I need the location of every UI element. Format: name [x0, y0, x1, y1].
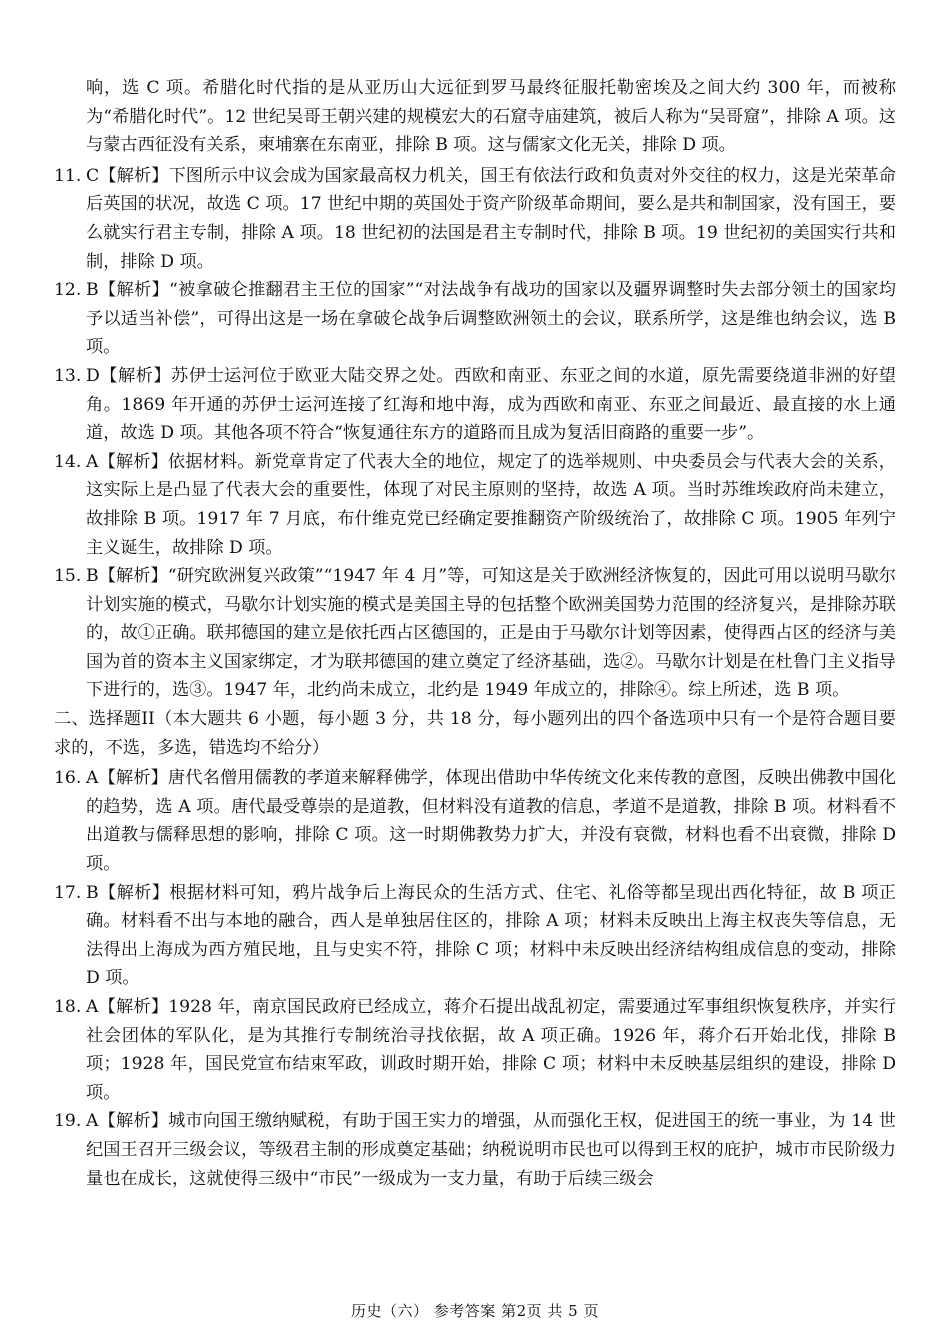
continuation-paragraph: 响，选 C 项。希腊化时代指的是从亚历山大远征到罗马最终征服托勒密埃及之间大约 300 年，而被称为“希腊化时代”。12 世纪吴哥王朝兴建的规模宏大的石窟寺庙建筑，被后人称为“吴哥窟”，排除 A 项。这与蒙古西征没有关系，柬埔寨在东南亚，排除 B 项。这与儒家文化无关，排除 D 项。	[86, 78, 896, 156]
answer-item-18	[54, 993, 896, 1107]
item-number: 15.	[54, 566, 82, 587]
answer-item-13	[54, 362, 896, 448]
item-text: C【解析】下图所示中议会成为国家最高权力机关，国王有依法行政和负责对外交往的权力，这是光荣革命后英国的状况，故选 C 项。17 世纪中期的英国处于资产阶级革命期间，要么是共和制国家，没有国王，要么就实行君主专制，排除 A 项。18 世纪初的法国是君主专制时代，排除 B 项。19 世纪初的美国实行共和制，排除 D 项。	[86, 165, 896, 272]
item-number: 18.	[54, 997, 82, 1017]
answer-item-16	[54, 764, 896, 878]
item-number: 17.	[54, 882, 82, 903]
item-number: 13.	[54, 365, 82, 386]
item-text: D【解析】苏伊士运河位于欧亚大陆交界之处。西欧和南亚、东亚之间的水道，原先需要绕道非洲的好望角。1869 年开通的苏伊士运河连接了红海和地中海，成为西欧和南亚、东亚之间最近、最直接的水上通道，故选 D 项。其他各项不符合“恢复通往东方的道路而且成为复活旧商路的重要一步”。	[86, 365, 896, 444]
item-text: A【解析】唐代名僧用儒教的孝道来解释佛学，体现出借助中华传统文化来传教的意图，反映出佛教中国化的趋势，选 A 项。唐代最受尊崇的是道教，但材料没有道教的信息，孝道不是道教，排除 B 项。材料看不出道教与儒释思想的影响，排除 C 项。这一时期佛教势力扩大，并没有衰微，材料也看不出衰微，排除 D 项。	[86, 768, 896, 875]
answer-content	[54, 74, 896, 1193]
item-number: 16.	[54, 768, 82, 789]
item-text: B【解析】“研究欧洲复兴政策”“1947 年 4 月”等，可知这是关于欧洲经济恢复的，因此可用以说明马歇尔计划实施的模式，马歇尔计划实施的模式是美国主导的包括整个欧洲美国势力范围的经济复兴，是排除苏联的，故①正确。联邦德国的建立是依托西占区德国的，正是由于马歇尔计划等因素，使得西占区的经济与美国为首的资本主义国家绑定，才为联邦德国的建立奠定了经济基础，选②。马歇尔计划是在杜鲁门主义指导下进行的，选③。1947 年，北约尚未成立，北约是 1949 年成立的，排除④。综上所述，选 B 项。	[86, 566, 896, 701]
item-text: A【解析】1928 年，南京国民政府已经成立，蒋介石提出战乱初定，需要通过军事组织恢复秩序，并实行社会团体的军队化，是为其推行专制统治寻找依据，故 A 项正确。1926 年，蒋介石开始北伐，排除 B 项；1928 年，国民党宣布结束军政，训政时期开始，排除 C 项；材料中未反映基层组织的建设，排除 D 项。	[86, 997, 896, 1103]
answer-item-14	[54, 448, 896, 562]
item-text: A【解析】依据材料。新党章肯定了代表大全的地位，规定了的选举规则、中央委员会与代表大会的关系，这实际上是凸显了代表大会的重要性，体现了对民主原则的坚持，故选 A 项。当时苏维埃政府尚未建立，故排除 B 项。1917 年 7 月底，布什维克党已经确定要推翻资产阶级统治了，故排除 C 项。1905 年列宁主义诞生，故排除 D 项。	[86, 451, 896, 558]
item-number: 12.	[54, 280, 82, 301]
section-heading: 二、选择题II（本大题共 6 小题，每小题 3 分，共 18 分，每小题列出的四个备选项中只有一个是符合题目要求的，不选，多选，错选均不给分）	[54, 709, 896, 758]
item-text: A【解析】城市向国王缴纳赋税，有助于国王实力的增强，从而强化王权，促进国王的统一事业，为 14 世纪国王召开三级会议，等级君主制的形成奠定基础；纳税说明市民也可以得到王权的庇护，城市市民阶级力量也在成长，这就使得三级中“市民”一级成为一支力量，有助于后续三级会	[86, 1111, 896, 1189]
item-text: B【解析】“被拿破仑推翻君主王位的国家”“对法战争有战功的国家以及疆界调整时失去部分领土的国家均予以适当补偿”，可得出这是一场在拿破仑战争后调整欧洲领土的会议，联系所学，这是维也纳会议，选 B 项。	[86, 280, 896, 358]
answer-item-12	[54, 276, 896, 362]
answer-item-19	[54, 1107, 896, 1193]
item-number: 19.	[54, 1111, 82, 1132]
item-number: 11.	[54, 165, 82, 186]
item-number: 14.	[54, 451, 82, 472]
page-footer: 历史（六） 参考答案 第2页 共 5 页	[351, 1302, 599, 1320]
item-text: B【解析】根据材料可知，鸦片战争后上海民众的生活方式、住宅、礼俗等都呈现出西化特征，故 B 项正确。材料看不出与本地的融合，西人是单独居住区的，排除 A 项；材料未反映出上海主权丧失等信息，无法得出上海成为西方殖民地，且与史实不符，排除 C 项；材料中未反映出经济结构组成信息的变动，排除 D 项。	[86, 882, 896, 989]
answer-item-17	[54, 879, 896, 993]
answer-item-15	[54, 562, 896, 705]
answer-item-11	[54, 162, 896, 276]
